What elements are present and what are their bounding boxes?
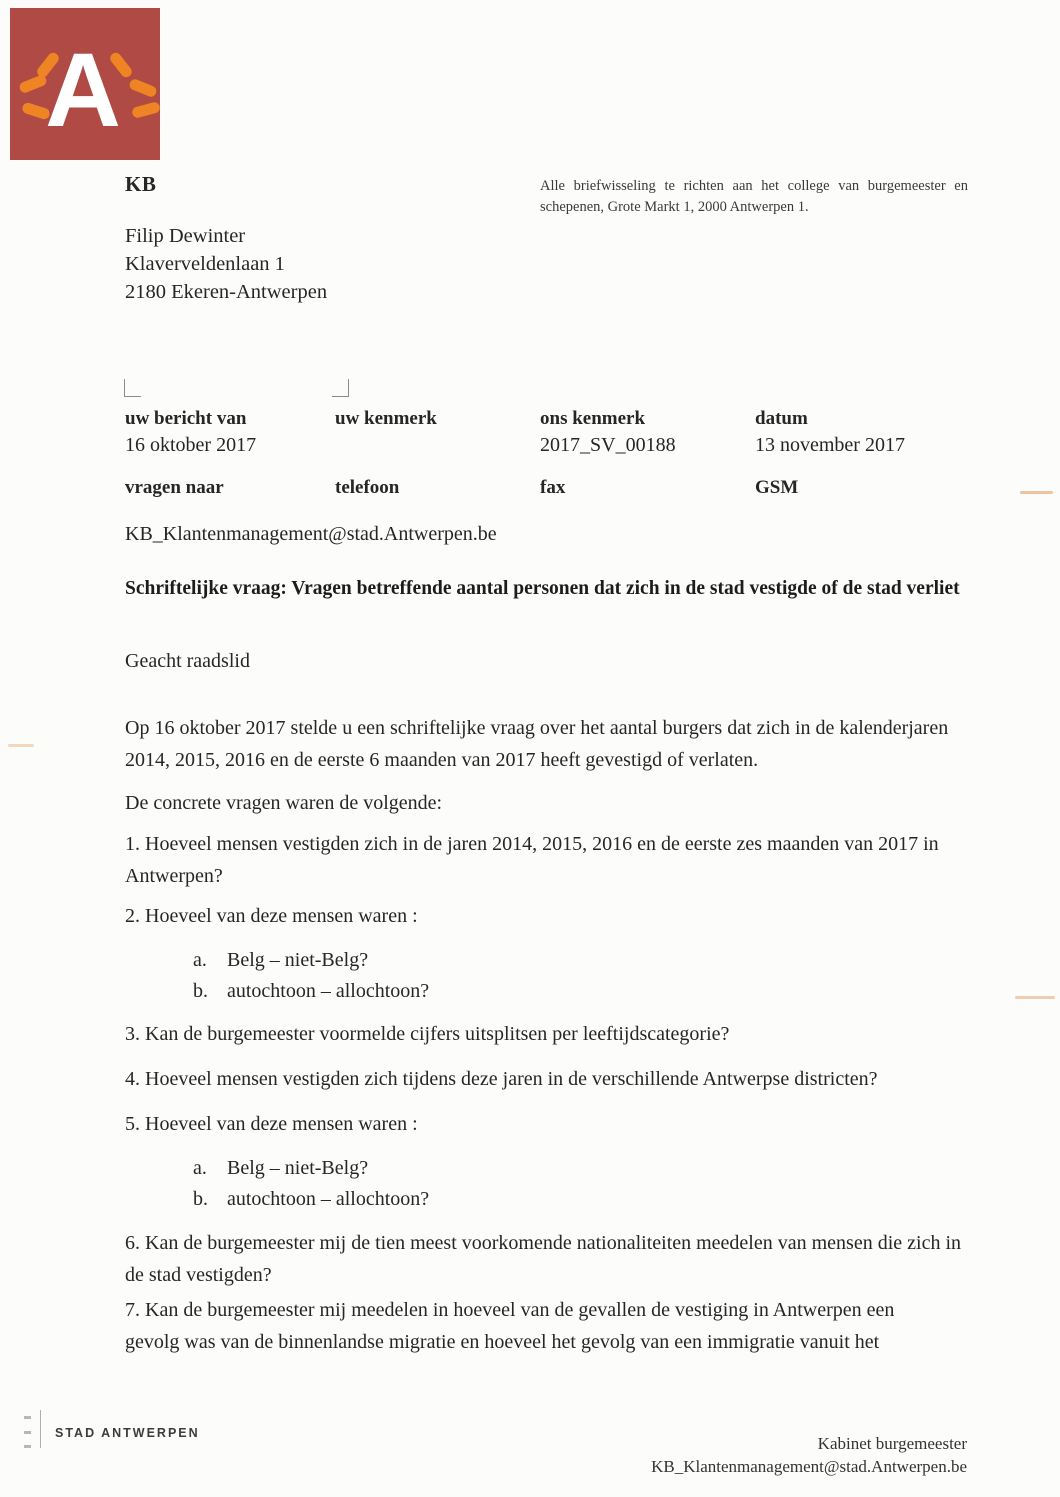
sublist-item-b (193, 1184, 429, 1215)
recipient-name: Filip Dewinter (125, 225, 246, 247)
antwerp-a-icon (10, 8, 160, 160)
routing-note: Alle briefwisseling te richten aan het college van burgemeester en schepenen, Grote Markt 1, 2000 Antwerpen 1. (540, 178, 968, 216)
address-window-corner-right (332, 379, 349, 397)
question-2: 2. Hoeveel van deze mensen waren : (125, 905, 418, 927)
logo-letter: A (45, 32, 121, 149)
sublist-text: autochtoon – allochtoon? (227, 980, 430, 1002)
sublist-marker: a. (193, 949, 207, 971)
meta-label: ons kenmerk (540, 408, 646, 429)
intro-paragraph: Op 16 oktober 2017 stelde u een schriftelijke vraag over het aantal burgers dat zich in de kalenderjaren 2014, 2015, 2016 en de eerste 6 maanden van 2017 heeft gevestigd of verlaten. (125, 717, 949, 771)
meta-uw-bericht-van (125, 408, 256, 457)
meta-value: 16 oktober 2017 (125, 434, 257, 456)
sublist-marker: b. (193, 980, 208, 1002)
recipient-street: Klaverveldenlaan 1 (125, 253, 285, 275)
question-7: 7. Kan de burgemeester mij meedelen in hoeveel van de gevallen de vestiging in Antwerpen een gevolg was van de binnenlandse migratie en hoeveel het gevolg van een immigratie vanuit het (125, 1299, 895, 1353)
meta-gsm: GSM (755, 477, 799, 498)
address-window-corner-left (124, 379, 141, 397)
sublist-item-a (193, 1153, 429, 1184)
contact-email: KB_Klantenmanagement@stad.Antwerpen.be (125, 523, 497, 545)
question-5: 5. Hoeveel van deze mensen waren : (125, 1113, 418, 1135)
footer-email: KB_Klantenmanagement@stad.Antwerpen.be (651, 1457, 967, 1476)
recipient-address (125, 222, 327, 306)
footer-department: Kabinet burgemeester (817, 1434, 967, 1453)
recipient-city: 2180 Ekeren-Antwerpen (125, 281, 328, 303)
stad-antwerpen-logo (10, 8, 160, 160)
meta-ons-kenmerk (540, 408, 676, 457)
sublist-text: Belg – niet-Belg? (227, 949, 369, 971)
meta-value: 2017_SV_00188 (540, 434, 676, 456)
question-4: 4. Hoeveel mensen vestigden zich tijdens deze jaren in de verschillende Antwerpse districten? (125, 1068, 878, 1090)
sublist-marker: a. (193, 1157, 207, 1179)
department-code: KB (125, 172, 157, 196)
sublist-item-b (193, 976, 429, 1007)
meta-datum (755, 408, 905, 457)
question-1: 1. Hoeveel mensen vestigden zich in de jaren 2014, 2015, 2016 en de eerste zes maanden van 2017 in Antwerpen? (125, 833, 939, 887)
subject-line: Schriftelijke vraag: Vragen betreffende aantal personen dat zich in de stad vestigde of de stad verliet (125, 578, 960, 599)
lead-paragraph: De concrete vragen waren de volgende: (125, 792, 443, 814)
question-2-sublist (193, 945, 429, 1007)
meta-uw-kenmerk (335, 408, 437, 434)
sublist-text: Belg – niet-Belg? (227, 1157, 369, 1179)
footer-spine-mark (22, 1416, 32, 1448)
question-5-sublist (193, 1153, 429, 1215)
sublist-item-a (193, 945, 429, 976)
footer-brand: STAD ANTWERPEN (55, 1426, 200, 1440)
fold-mark-right-lower (1015, 996, 1055, 999)
meta-label: datum (755, 408, 808, 429)
sublist-marker: b. (193, 1188, 208, 1210)
question-6: 6. Kan de burgemeester mij de tien meest voorkomende nationaliteiten meedelen van mensen die zich in de stad vestigden? (125, 1232, 962, 1286)
fold-mark-right-upper (1020, 491, 1053, 494)
meta-fax: fax (540, 477, 566, 498)
salutation: Geacht raadslid (125, 650, 250, 672)
question-3: 3. Kan de burgemeester voormelde cijfers uitsplitsen per leeftijdscategorie? (125, 1023, 730, 1045)
meta-vragen-naar: vragen naar (125, 477, 224, 498)
meta-label: uw bericht van (125, 408, 247, 429)
footer-signature-block (651, 1432, 967, 1478)
meta-telefoon: telefoon (335, 477, 400, 498)
fold-mark-left (8, 744, 34, 747)
meta-label: uw kenmerk (335, 408, 437, 429)
meta-value: 13 november 2017 (755, 434, 905, 456)
sublist-text: autochtoon – allochtoon? (227, 1188, 430, 1210)
footer-divider (40, 1410, 41, 1448)
